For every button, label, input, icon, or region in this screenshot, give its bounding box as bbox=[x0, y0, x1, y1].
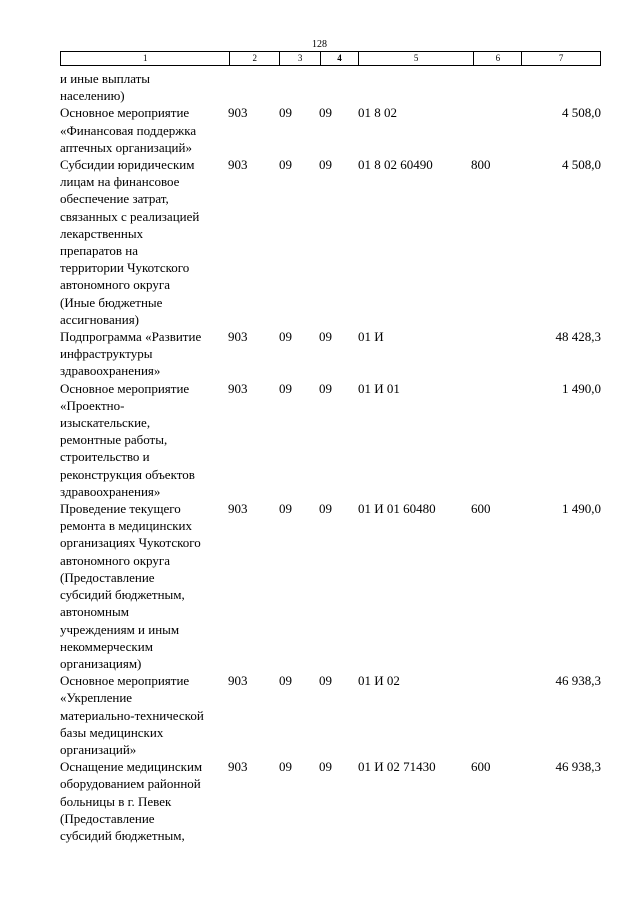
row-expense-type: 600 bbox=[471, 501, 491, 517]
column-header-4: 4 bbox=[321, 52, 359, 65]
row-target-code: 01 И 01 60480 bbox=[358, 501, 436, 517]
row-name: Подпрограмма «Развитие инфраструктуры здравоохранения» bbox=[60, 329, 202, 379]
row-target-code: 01 8 02 bbox=[358, 105, 397, 121]
row-name: и иные выплаты населению) bbox=[60, 71, 151, 104]
row-expense-type: 600 bbox=[471, 759, 491, 775]
row-amount: 4 508,0 bbox=[562, 157, 601, 173]
row-admin-code: 903 bbox=[228, 380, 248, 396]
row-name: Основное мероприятие «Проектно- изыскательские, ремонтные работы, строительство и реконструкция объектов здравоохранения» bbox=[60, 380, 195, 499]
column-header-2: 2 bbox=[230, 52, 280, 65]
column-header-5: 5 bbox=[359, 52, 475, 65]
row-amount: 48 428,3 bbox=[555, 329, 601, 345]
row-target-code: 01 И 02 71430 bbox=[358, 759, 436, 775]
column-header-3: 3 bbox=[280, 52, 321, 65]
row-amount: 1 490,0 bbox=[562, 501, 601, 517]
row-section: 09 bbox=[279, 380, 292, 396]
row-subsection: 09 bbox=[319, 380, 332, 396]
row-amount: 46 938,3 bbox=[555, 759, 601, 775]
row-admin-code: 903 bbox=[228, 329, 248, 345]
row-name: Проведение текущего ремонта в медицинских организациях Чукотского автономного округа (Предоставление субсидий бюджетным, автономным учреждениям и иным некоммерческим организациям) bbox=[60, 501, 201, 671]
row-subsection: 09 bbox=[319, 501, 332, 517]
table-row bbox=[60, 380, 605, 500]
column-header-7: 7 bbox=[558, 53, 564, 63]
table-row bbox=[60, 104, 605, 156]
table-row bbox=[60, 328, 605, 380]
row-target-code: 01 И bbox=[358, 329, 384, 345]
column-header-1: 1 bbox=[61, 52, 230, 65]
row-name: Субсидии юридическим лицам на финансовое обеспечение затрат, связанных с реализацией лекарственных препаратов на территории Чукотского автономного округа (Иные бюджетные ассигнования) bbox=[60, 157, 200, 327]
row-section: 09 bbox=[279, 157, 292, 173]
row-section: 09 bbox=[279, 501, 292, 517]
budget-table-body bbox=[60, 70, 605, 844]
row-subsection: 09 bbox=[319, 759, 332, 775]
table-row bbox=[60, 672, 605, 758]
row-admin-code: 903 bbox=[228, 157, 248, 173]
row-section: 09 bbox=[279, 673, 292, 689]
row-admin-code: 903 bbox=[228, 673, 248, 689]
row-section: 09 bbox=[279, 329, 292, 345]
row-admin-code: 903 bbox=[228, 759, 248, 775]
page-number: 128 bbox=[312, 39, 327, 50]
column-header-row bbox=[60, 51, 601, 66]
table-row bbox=[60, 70, 605, 104]
row-amount: 46 938,3 bbox=[555, 673, 601, 689]
table-row bbox=[60, 156, 605, 328]
row-name: Оснащение медицинским оборудованием районной больницы в г. Певек (Предоставление субсидий бюджетным, bbox=[60, 759, 203, 843]
row-name: Основное мероприятие «Укрепление материально-технической базы медицинских организаций» bbox=[60, 673, 204, 757]
row-section: 09 bbox=[279, 105, 292, 121]
column-header-6: 6 bbox=[474, 52, 522, 65]
row-subsection: 09 bbox=[319, 105, 332, 121]
row-target-code: 01 И 01 bbox=[358, 380, 400, 396]
table-row bbox=[60, 500, 605, 672]
row-target-code: 01 8 02 60490 bbox=[358, 157, 433, 173]
row-section: 09 bbox=[279, 759, 292, 775]
row-admin-code: 903 bbox=[228, 501, 248, 517]
row-amount: 1 490,0 bbox=[562, 380, 601, 396]
row-subsection: 09 bbox=[319, 329, 332, 345]
row-admin-code: 903 bbox=[228, 105, 248, 121]
row-expense-type: 800 bbox=[471, 157, 491, 173]
row-subsection: 09 bbox=[319, 673, 332, 689]
row-target-code: 01 И 02 bbox=[358, 673, 400, 689]
row-subsection: 09 bbox=[319, 157, 332, 173]
row-amount: 4 508,0 bbox=[562, 105, 601, 121]
row-name: Основное мероприятие «Финансовая поддержка аптечных организаций» bbox=[60, 105, 197, 155]
table-row bbox=[60, 758, 605, 844]
